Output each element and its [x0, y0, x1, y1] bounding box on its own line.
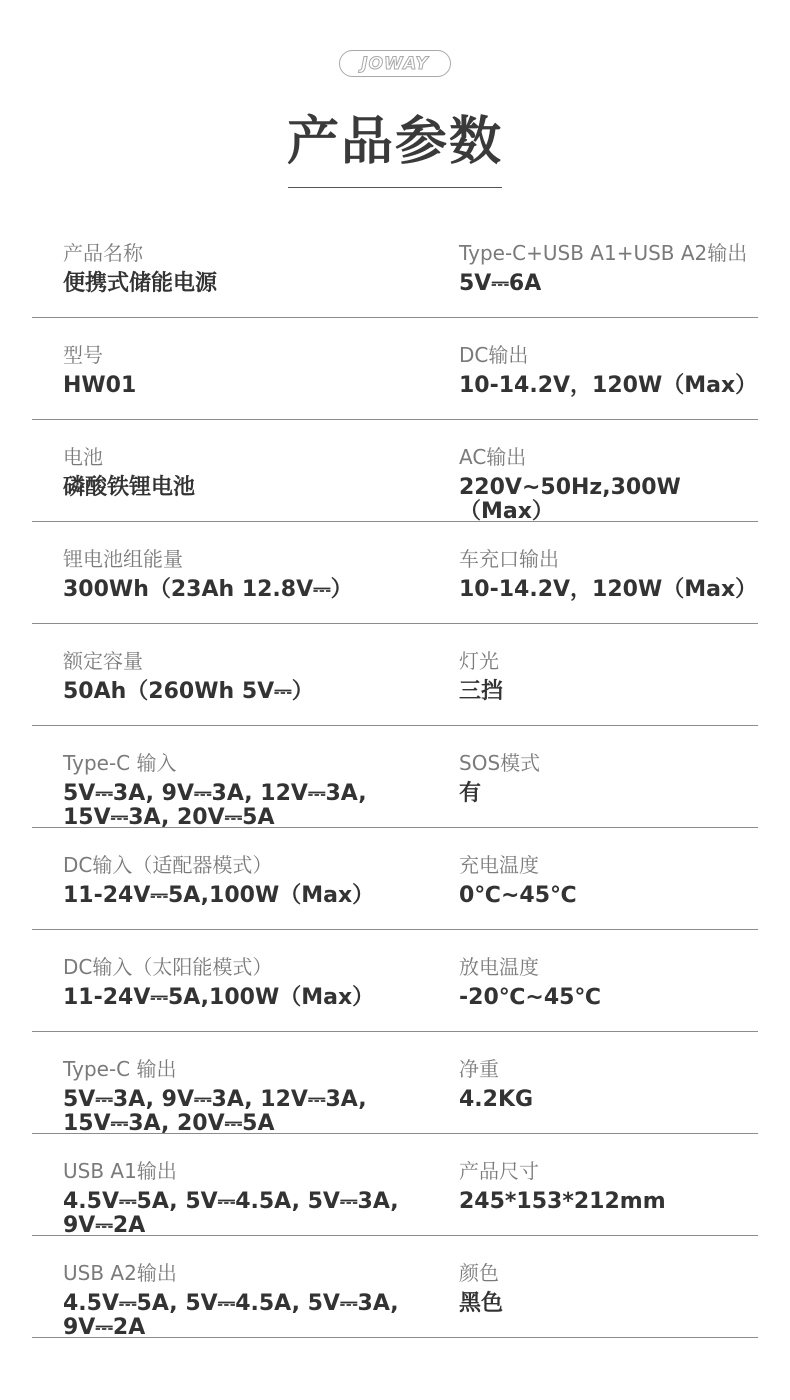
spec-label: DC输入（适配器模式）: [63, 853, 273, 877]
spec-label: Type-C 输入: [63, 751, 177, 775]
spec-row: [32, 930, 758, 1032]
spec-value: 11-24V⎓5A,100W（Max）: [63, 883, 375, 908]
spec-cell: [63, 1158, 443, 1238]
spec-cell: [459, 1056, 758, 1112]
spec-label: 车充口输出: [459, 547, 559, 571]
spec-value: 10-14.2V，120W（Max）: [459, 373, 758, 398]
spec-value: 300Wh（23Ah 12.8V⎓）: [63, 577, 353, 602]
spec-row: [32, 420, 758, 522]
spec-label: AC输出: [459, 445, 527, 469]
title-divider: [288, 187, 502, 188]
spec-cell: [459, 954, 758, 1010]
page-title: 产品参数: [286, 112, 503, 172]
spec-cell: [459, 240, 758, 296]
spec-label: Type-C+USB A1+USB A2输出: [459, 241, 748, 265]
spec-value: 三挡: [459, 679, 504, 704]
spec-cell: [63, 546, 443, 602]
spec-cell: [63, 954, 443, 1010]
spec-value: 5V⎓3A, 9V⎓3A, 12V⎓3A, 15V⎓3A, 20V⎓5A: [63, 1087, 367, 1136]
spec-cell: [459, 1260, 758, 1316]
spec-cell: [459, 750, 758, 806]
spec-label: SOS模式: [459, 751, 541, 775]
spec-value: HW01: [63, 373, 137, 398]
spec-cell: [459, 852, 758, 908]
spec-cell: [459, 648, 758, 704]
spec-label: USB A2输出: [63, 1261, 177, 1285]
spec-cell: [459, 342, 758, 398]
spec-label: 电池: [63, 445, 103, 469]
spec-value: 10-14.2V，120W（Max）: [459, 577, 758, 602]
spec-row: [32, 522, 758, 624]
spec-value: 0℃~45℃: [459, 883, 577, 908]
spec-value: 有: [459, 781, 482, 806]
spec-cell: [63, 852, 443, 908]
spec-table: [32, 216, 758, 1338]
spec-label: 额定容量: [63, 649, 143, 673]
spec-label: 充电温度: [459, 853, 539, 877]
spec-row: [32, 318, 758, 420]
spec-label: 锂电池组能量: [63, 547, 183, 571]
spec-value: 220V~50Hz,300W（Max）: [459, 475, 681, 524]
spec-value: 磷酸铁锂电池: [63, 475, 196, 500]
spec-cell: [63, 1056, 443, 1136]
spec-value: 245*153*212mm: [459, 1189, 666, 1214]
spec-cell: [459, 546, 758, 602]
spec-cell: [63, 342, 443, 398]
spec-row: [32, 828, 758, 930]
spec-cell: [459, 444, 758, 524]
spec-value: 5V⎓3A, 9V⎓3A, 12V⎓3A, 15V⎓3A, 20V⎓5A: [63, 781, 367, 830]
spec-row: [32, 624, 758, 726]
spec-value: 11-24V⎓5A,100W（Max）: [63, 985, 375, 1010]
brand-logo: JOWAY: [339, 50, 451, 77]
spec-label: 型号: [63, 343, 103, 367]
spec-label: 产品名称: [63, 241, 143, 265]
spec-cell: [63, 1260, 443, 1340]
spec-cell: [63, 750, 443, 830]
spec-value: 黑色: [459, 1291, 504, 1316]
spec-cell: [63, 444, 443, 500]
spec-value: 便携式储能电源: [63, 271, 218, 296]
spec-label: 颜色: [459, 1261, 499, 1285]
spec-row: [32, 1236, 758, 1338]
spec-value: 50Ah（260Wh 5V⎓）: [63, 679, 314, 704]
spec-label: DC输出: [459, 343, 529, 367]
spec-row: [32, 1134, 758, 1236]
spec-value: 4.5V⎓5A, 5V⎓4.5A, 5V⎓3A, 9V⎓2A: [63, 1291, 399, 1340]
spec-cell: [63, 648, 443, 704]
spec-label: 灯光: [459, 649, 499, 673]
spec-value: -20℃~45℃: [459, 985, 602, 1010]
spec-value: 5V⎓6A: [459, 271, 542, 296]
spec-label: 产品尺寸: [459, 1159, 539, 1183]
spec-row: [32, 216, 758, 318]
spec-label: 净重: [459, 1057, 499, 1081]
spec-label: DC输入（太阳能模式）: [63, 955, 273, 979]
spec-value: 4.5V⎓5A, 5V⎓4.5A, 5V⎓3A, 9V⎓2A: [63, 1189, 399, 1238]
spec-label: Type-C 输出: [63, 1057, 177, 1081]
spec-cell: [63, 240, 443, 296]
spec-row: [32, 1032, 758, 1134]
spec-label: USB A1输出: [63, 1159, 177, 1183]
spec-cell: [459, 1158, 758, 1214]
spec-value: 4.2KG: [459, 1087, 534, 1112]
spec-label: 放电温度: [459, 955, 539, 979]
spec-row: [32, 726, 758, 828]
